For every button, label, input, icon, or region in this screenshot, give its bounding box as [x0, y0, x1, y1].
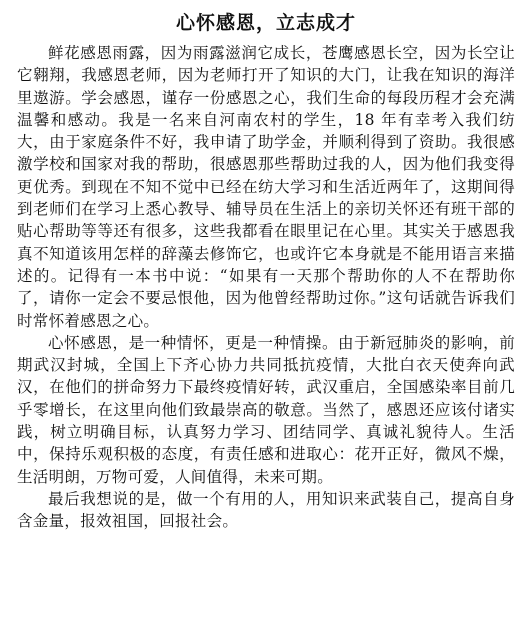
paragraph-2: 心怀感恩，是一种情怀，更是一种情操。由于新冠肺炎的影响，前期武汉封城，全国上下齐心协力共同抵抗疫情，大批白衣天使奔向武汉，在他们的拼命努力下最终疫情好转，武汉重启，全国感染率目前几乎零增长，在这里向他们致最崇高的敬意。当然了，感恩还应该付诸实践，树立明确目标，认真努力学习、团结同学、真诚礼貌待人。生活中，保持乐观积极的态度，有责任感和进取心：花开正好，微风不燥，生活明朗，万物可爱，人间值得，未来可期。: [17, 333, 515, 486]
paragraph-3: 最后我想说的是，做一个有用的人，用知识来武装自己，提高自身含金量，报效祖国，回报社会。: [17, 489, 515, 531]
document-title: 心怀感恩，立志成才: [175, 12, 356, 34]
paragraph-1: 鲜花感恩雨露，因为雨露滋润它成长，苍鹰感恩长空，因为长空让它翱翔，我感恩老师，因为老师打开了知识的大门，让我在知识的海洋里遨游。学会感恩，谨存一份感恩之心，我们生命的每段历程才会充满温馨和感动。我是一名来自河南农村的学生，18 年有幸考入我们纺大，由于家庭条件不好，我申请了助学金，并顺利得到了资助。我很感激学校和国家对我的帮助，很感恩那些帮助过我的人，因为他们我变得更优秀。到现在不知不觉中已经在纺大学习和生活近两年了，这期间得到老师们在学习上悉心教导、辅导员在生活上的亲切关怀还有班干部的贴心帮助等等还有很多，这些我都看在眼里记在心里。其实关于感恩我真不知道该用怎样的辞藻去修饰它，也或许它本身就是不能用语言来描述的。记得有一本书中说：“如果有一天那个帮助你的人不在帮助你了，请你一定会不要忌恨他，因为他曾经帮助过你。”这句话就告诉我们时常怀着感恩之心。: [17, 44, 515, 330]
